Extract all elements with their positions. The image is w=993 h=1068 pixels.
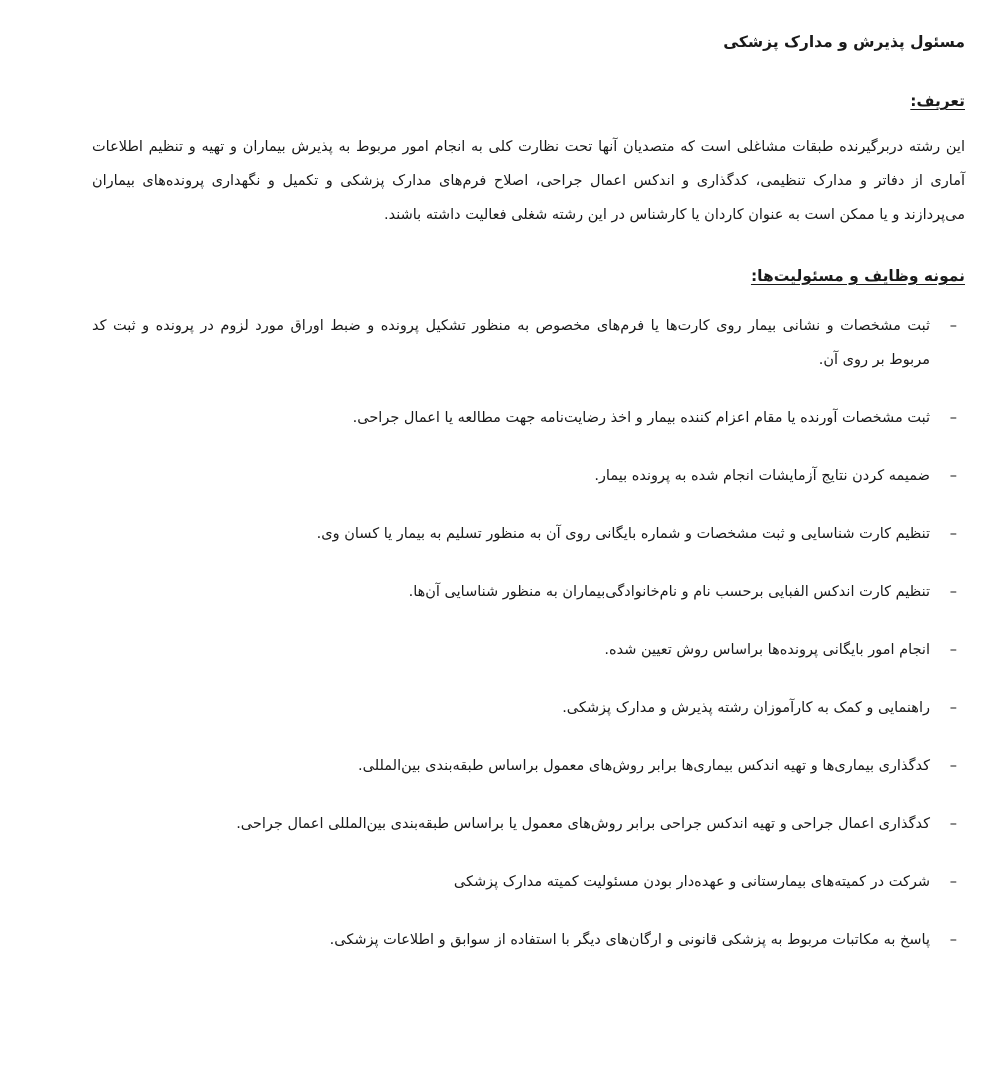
bullet-dash: – [949, 699, 957, 716]
bullet-dash: – [949, 525, 957, 542]
duties-heading: نمونه وظایف و مسئولیت‌ها: [750, 266, 965, 285]
duty-text: کدگذاری بیماری‌ها و تهیه اندکس بیماری‌ها برابر روش‌های معمول براساس طبقه‌بندی بین‌المللی. [358, 757, 930, 774]
duty-item [92, 575, 965, 609]
duty-item [92, 923, 965, 957]
bullet-dash: – [949, 815, 957, 832]
bullet-dash: – [949, 317, 957, 334]
document-title: مسئول پذیرش و مدارک پزشکی [723, 33, 965, 51]
definition-paragraph: این رشته دربرگیرنده طبقات مشاغلی است که متصدیان آنها تحت نظارت کلی به انجام امور مربوط به پذیرش بیماران و تهیه و تنظیم اطلاعات آماری از دفاتر و مدارک تنظیمی، کدگذاری و اندکس اعمال جراحی، اصلاح فرم‌های مدارک پزشکی و تکمیل و نگهداری پرونده‌های بیماران می‌پردازند و یا ممکن است به عنوان کاردان یا کارشناس در این رشته شغلی فعالیت داشته باشند. [92, 139, 965, 224]
duty-item [92, 691, 965, 725]
duty-text: انجام امور بایگانی پرونده‌ها براساس روش تعیین شده. [604, 641, 930, 658]
duties-list [92, 309, 965, 957]
duty-item [92, 633, 965, 667]
duty-text: شرکت در کمیته‌های بیمارستانی و عهده‌دار بودن مسئولیت کمیته مدارک پزشکی [453, 873, 930, 890]
duty-text: تنظیم کارت اندکس الفبایی برحسب نام و نام‌خانوادگی‌بیماران به منظور شناسایی آن‌ها. [408, 583, 930, 600]
bullet-dash: – [949, 641, 957, 658]
duty-text: تنظیم کارت شناسایی و ثبت مشخصات و شماره بایگانی روی آن به منظور تسلیم به بیمار یا کسان وی. [316, 525, 930, 542]
duty-text: راهنمایی و کمک به کارآموزان رشته پذیرش و مدارک پزشکی. [562, 699, 930, 716]
duty-item [92, 807, 965, 841]
duty-text: ثبت مشخصات آورنده یا مقام اعزام کننده بیمار و اخذ رضایت‌نامه جهت مطالعه یا اعمال جراحی. [352, 409, 930, 426]
bullet-dash: – [949, 409, 957, 426]
duty-item [92, 517, 965, 551]
bullet-dash: – [949, 467, 957, 484]
duty-item [92, 749, 965, 783]
bullet-dash: – [949, 873, 957, 890]
duty-item [92, 865, 965, 899]
definition-heading: تعریف: [910, 92, 965, 110]
duty-text: کدگذاری اعمال جراحی و تهیه اندکس جراحی برابر روش‌های معمول یا براساس طبقه‌بندی بین‌المللی اعمال جراحی. [236, 815, 930, 832]
duty-item [92, 459, 965, 493]
duty-text: پاسخ به مکاتبات مربوط به پزشکی قانونی و ارگان‌های دیگر با استفاده از سوابق و اطلاعات پزشکی. [329, 931, 930, 948]
bullet-dash: – [949, 931, 957, 948]
duty-item [92, 401, 965, 435]
duty-item [92, 309, 965, 377]
bullet-dash: – [949, 757, 957, 774]
duty-text: ثبت مشخصات و نشانی بیمار روی کارت‌ها یا فرم‌های مخصوص به منظور تشکیل پرونده و ضبط اوراق مورد لزوم در پرونده و ثبت کد مربوط بر روی آن. [92, 317, 930, 368]
duty-text: ضمیمه کردن نتایج آزمایشات انجام شده به پرونده بیمار. [594, 467, 930, 484]
bullet-dash: – [949, 583, 957, 600]
